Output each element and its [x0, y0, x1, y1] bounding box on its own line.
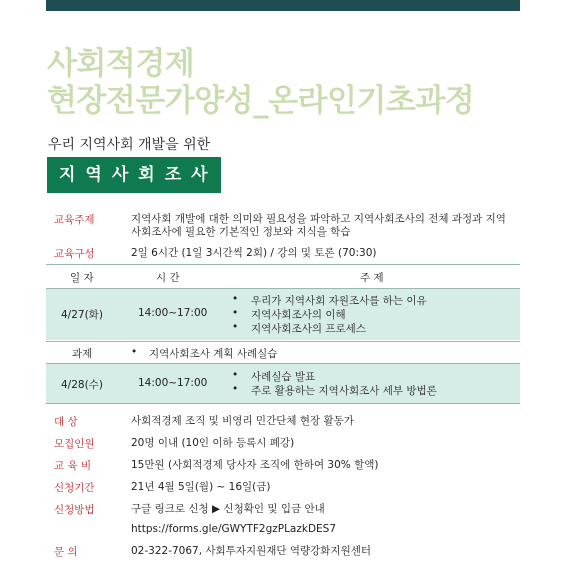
info-label-contact: 문 의 — [54, 546, 78, 558]
info-label-topic: 교육주제 — [54, 214, 95, 226]
row2-time: 14:00~17:00 — [138, 377, 208, 389]
subtitle: 우리 지역사회 개발을 위한 — [48, 137, 211, 153]
row2-date: 4/28(수) — [61, 379, 103, 391]
task-label: 과제 — [72, 348, 93, 360]
info-value-topic-line2: 사회조사에 필요한 기본적인 정보와 지식을 학습 — [131, 226, 351, 238]
bullet-glyph: • — [232, 369, 239, 381]
task-bullet: • — [131, 346, 138, 358]
table-header-topic: 주 제 — [360, 272, 384, 284]
table-header-date: 일 자 — [70, 272, 94, 284]
row2-topic-2-text: 주로 활용하는 지역사회조사 세부 방법론 — [251, 385, 437, 397]
info-label-fee: 교 육 비 — [54, 460, 92, 472]
row1-topic-3-text: 지역사회조사의 프로세스 — [251, 323, 366, 335]
row1-topic-1-text: 우리가 지역사회 자원조사를 하는 이유 — [251, 295, 427, 307]
table-header-time: 시 간 — [156, 272, 180, 284]
info-value-structure: 2일 6시간 (1일 3시간씩 2회) / 강의 및 토론 (70:30) — [131, 247, 377, 259]
bullet-glyph: • — [232, 293, 239, 305]
info-label-structure: 교육구성 — [54, 248, 95, 260]
page-title-line2: 현장전문가양성_온라인기초과정 — [47, 83, 475, 119]
info-label-period: 신청기간 — [54, 482, 95, 494]
top-bar — [46, 0, 520, 11]
info-value-target: 사회적경제 조직 및 비영리 민간단체 현장 활동가 — [131, 415, 354, 427]
bullet-glyph: • — [232, 383, 239, 395]
info-value-topic-line1: 지역사회 개발에 대한 의미와 필요성을 파악하고 지역사회조사의 전체 과정과 지역 — [131, 213, 506, 225]
apply-link[interactable]: https://forms.gle/GWYTF2gzPLazkDES7 — [131, 523, 337, 535]
row1-date: 4/27(화) — [61, 309, 103, 321]
info-value-contact: 02-322-7067, 사회투자지원재단 역량강화지원센터 — [131, 545, 372, 557]
course-name-badge: 지역사회조사 — [47, 157, 221, 193]
row2-topic-1-text: 사례실습 발표 — [251, 371, 316, 383]
info-label-apply: 신청방법 — [54, 504, 95, 516]
row1-time: 14:00~17:00 — [138, 307, 208, 319]
info-value-period: 21년 4월 5일(월) ~ 16일(금) — [131, 481, 271, 493]
info-value-fee: 15만원 (사회적경제 당사자 조직에 한하여 30% 할액) — [131, 459, 379, 471]
table-bottom-border — [46, 403, 520, 404]
table-top-border — [46, 264, 520, 265]
page-title-line1: 사회적경제 — [47, 46, 195, 82]
info-label-capacity: 모집인원 — [54, 438, 95, 450]
task-text: 지역사회조사 계획 사례실습 — [149, 348, 278, 360]
bullet-glyph: • — [232, 307, 239, 319]
info-value-apply: 구글 링크로 신청 ▶ 신청확인 및 입금 안내 — [131, 503, 325, 515]
bullet-glyph: • — [232, 321, 239, 333]
info-value-capacity: 20명 이내 (10인 이하 등록시 폐강) — [131, 437, 295, 449]
info-label-target: 대 상 — [54, 416, 78, 428]
row1-topic-2-text: 지역사회조사의 이해 — [251, 309, 346, 321]
row-divider — [46, 341, 520, 342]
